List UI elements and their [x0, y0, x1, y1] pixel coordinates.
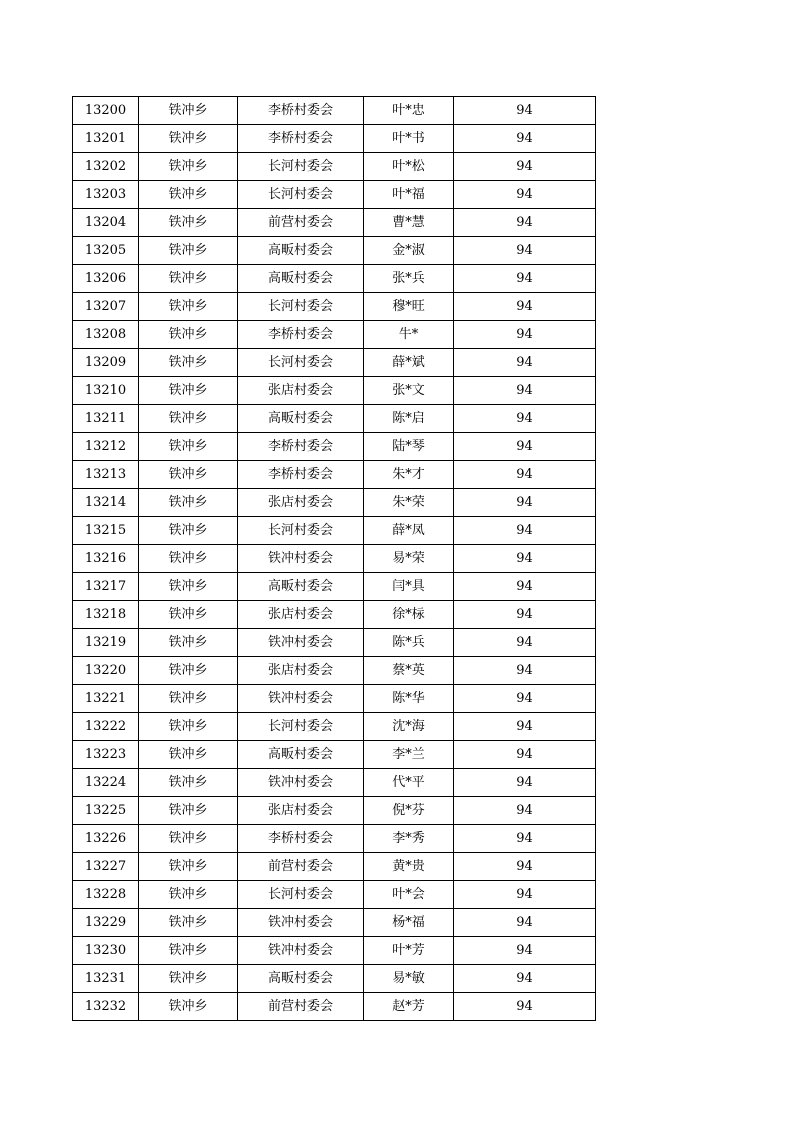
person-name-cell: 李*秀: [364, 825, 454, 853]
value-cell: 94: [454, 573, 596, 601]
village-cell: 铁冲村委会: [238, 769, 364, 797]
person-name-cell: 叶*书: [364, 125, 454, 153]
value-cell: 94: [454, 489, 596, 517]
row-id-cell: 13203: [73, 181, 139, 209]
value-cell: 94: [454, 881, 596, 909]
row-id-cell: 13211: [73, 405, 139, 433]
township-cell: 铁冲乡: [139, 97, 238, 125]
person-name-cell: 薛*斌: [364, 349, 454, 377]
township-cell: 铁冲乡: [139, 657, 238, 685]
value-cell: 94: [454, 321, 596, 349]
value-cell: 94: [454, 713, 596, 741]
village-cell: 高畈村委会: [238, 405, 364, 433]
value-cell: 94: [454, 993, 596, 1021]
person-name-cell: 叶*松: [364, 153, 454, 181]
row-id-cell: 13222: [73, 713, 139, 741]
value-cell: 94: [454, 685, 596, 713]
table-row: [73, 517, 596, 545]
person-name-cell: 易*敏: [364, 965, 454, 993]
village-cell: 前营村委会: [238, 993, 364, 1021]
township-cell: 铁冲乡: [139, 181, 238, 209]
person-name-cell: 张*文: [364, 377, 454, 405]
village-cell: 前营村委会: [238, 209, 364, 237]
table-row: [73, 153, 596, 181]
value-cell: 94: [454, 545, 596, 573]
value-cell: 94: [454, 153, 596, 181]
value-cell: 94: [454, 293, 596, 321]
row-id-cell: 13227: [73, 853, 139, 881]
township-cell: 铁冲乡: [139, 881, 238, 909]
data-table: [72, 96, 596, 1021]
table-row: [73, 685, 596, 713]
table-row: [73, 993, 596, 1021]
table-row: [73, 601, 596, 629]
row-id-cell: 13200: [73, 97, 139, 125]
person-name-cell: 闫*具: [364, 573, 454, 601]
person-name-cell: 徐*柡: [364, 601, 454, 629]
value-cell: 94: [454, 377, 596, 405]
table-row: [73, 853, 596, 881]
row-id-cell: 13206: [73, 265, 139, 293]
township-cell: 铁冲乡: [139, 517, 238, 545]
row-id-cell: 13213: [73, 461, 139, 489]
person-name-cell: 黄*贵: [364, 853, 454, 881]
value-cell: 94: [454, 237, 596, 265]
row-id-cell: 13221: [73, 685, 139, 713]
village-cell: 长河村委会: [238, 517, 364, 545]
village-cell: 张店村委会: [238, 601, 364, 629]
row-id-cell: 13204: [73, 209, 139, 237]
table-row: [73, 321, 596, 349]
village-cell: 高畈村委会: [238, 265, 364, 293]
table-row: [73, 545, 596, 573]
person-name-cell: 蔡*英: [364, 657, 454, 685]
value-cell: 94: [454, 405, 596, 433]
row-id-cell: 13216: [73, 545, 139, 573]
value-cell: 94: [454, 125, 596, 153]
table-row: [73, 405, 596, 433]
village-cell: 李桥村委会: [238, 97, 364, 125]
person-name-cell: 代*平: [364, 769, 454, 797]
value-cell: 94: [454, 461, 596, 489]
township-cell: 铁冲乡: [139, 321, 238, 349]
township-cell: 铁冲乡: [139, 713, 238, 741]
township-cell: 铁冲乡: [139, 125, 238, 153]
person-name-cell: 叶*会: [364, 881, 454, 909]
row-id-cell: 13207: [73, 293, 139, 321]
table-row: [73, 181, 596, 209]
township-cell: 铁冲乡: [139, 461, 238, 489]
value-cell: 94: [454, 825, 596, 853]
township-cell: 铁冲乡: [139, 993, 238, 1021]
village-cell: 长河村委会: [238, 713, 364, 741]
village-cell: 长河村委会: [238, 181, 364, 209]
township-cell: 铁冲乡: [139, 545, 238, 573]
village-cell: 铁冲村委会: [238, 629, 364, 657]
row-id-cell: 13224: [73, 769, 139, 797]
township-cell: 铁冲乡: [139, 797, 238, 825]
row-id-cell: 13215: [73, 517, 139, 545]
township-cell: 铁冲乡: [139, 349, 238, 377]
row-id-cell: 13209: [73, 349, 139, 377]
row-id-cell: 13229: [73, 909, 139, 937]
value-cell: 94: [454, 657, 596, 685]
person-name-cell: 叶*忠: [364, 97, 454, 125]
township-cell: 铁冲乡: [139, 265, 238, 293]
row-id-cell: 13210: [73, 377, 139, 405]
township-cell: 铁冲乡: [139, 433, 238, 461]
value-cell: 94: [454, 349, 596, 377]
table-row: [73, 489, 596, 517]
value-cell: 94: [454, 265, 596, 293]
village-cell: 高畈村委会: [238, 741, 364, 769]
value-cell: 94: [454, 741, 596, 769]
row-id-cell: 13202: [73, 153, 139, 181]
person-name-cell: 穆*旺: [364, 293, 454, 321]
value-cell: 94: [454, 909, 596, 937]
table-row: [73, 965, 596, 993]
township-cell: 铁冲乡: [139, 965, 238, 993]
village-cell: 铁冲村委会: [238, 909, 364, 937]
person-name-cell: 倪*芬: [364, 797, 454, 825]
table-row: [73, 769, 596, 797]
person-name-cell: 朱*荣: [364, 489, 454, 517]
village-cell: 铁冲村委会: [238, 685, 364, 713]
person-name-cell: 牛*: [364, 321, 454, 349]
village-cell: 长河村委会: [238, 153, 364, 181]
village-cell: 前营村委会: [238, 853, 364, 881]
row-id-cell: 13218: [73, 601, 139, 629]
township-cell: 铁冲乡: [139, 685, 238, 713]
village-cell: 高畈村委会: [238, 965, 364, 993]
township-cell: 铁冲乡: [139, 909, 238, 937]
table-row: [73, 293, 596, 321]
row-id-cell: 13219: [73, 629, 139, 657]
person-name-cell: 叶*芳: [364, 937, 454, 965]
person-name-cell: 张*兵: [364, 265, 454, 293]
person-name-cell: 金*淑: [364, 237, 454, 265]
township-cell: 铁冲乡: [139, 153, 238, 181]
row-id-cell: 13212: [73, 433, 139, 461]
person-name-cell: 陈*启: [364, 405, 454, 433]
village-cell: 李桥村委会: [238, 321, 364, 349]
row-id-cell: 13217: [73, 573, 139, 601]
person-name-cell: 李*兰: [364, 741, 454, 769]
village-cell: 李桥村委会: [238, 433, 364, 461]
township-cell: 铁冲乡: [139, 601, 238, 629]
row-id-cell: 13201: [73, 125, 139, 153]
township-cell: 铁冲乡: [139, 293, 238, 321]
person-name-cell: 易*荣: [364, 545, 454, 573]
township-cell: 铁冲乡: [139, 573, 238, 601]
table-row: [73, 433, 596, 461]
person-name-cell: 沈*海: [364, 713, 454, 741]
row-id-cell: 13226: [73, 825, 139, 853]
value-cell: 94: [454, 97, 596, 125]
row-id-cell: 13223: [73, 741, 139, 769]
village-cell: 高畈村委会: [238, 573, 364, 601]
table-row: [73, 125, 596, 153]
person-name-cell: 杨*福: [364, 909, 454, 937]
table-row: [73, 713, 596, 741]
value-cell: 94: [454, 601, 596, 629]
village-cell: 张店村委会: [238, 657, 364, 685]
person-name-cell: 叶*福: [364, 181, 454, 209]
value-cell: 94: [454, 965, 596, 993]
value-cell: 94: [454, 209, 596, 237]
table-row: [73, 741, 596, 769]
village-cell: 李桥村委会: [238, 825, 364, 853]
table-row: [73, 629, 596, 657]
person-name-cell: 陆*琴: [364, 433, 454, 461]
table-row: [73, 657, 596, 685]
value-cell: 94: [454, 797, 596, 825]
value-cell: 94: [454, 937, 596, 965]
table-row: [73, 377, 596, 405]
township-cell: 铁冲乡: [139, 237, 238, 265]
table-row: [73, 825, 596, 853]
row-id-cell: 13205: [73, 237, 139, 265]
village-cell: 铁冲村委会: [238, 937, 364, 965]
table-row: [73, 461, 596, 489]
row-id-cell: 13230: [73, 937, 139, 965]
person-name-cell: 赵*芳: [364, 993, 454, 1021]
value-cell: 94: [454, 517, 596, 545]
table-row: [73, 265, 596, 293]
table-row: [73, 797, 596, 825]
person-name-cell: 薛*凤: [364, 517, 454, 545]
village-cell: 张店村委会: [238, 797, 364, 825]
village-cell: 李桥村委会: [238, 125, 364, 153]
table-row: [73, 209, 596, 237]
value-cell: 94: [454, 629, 596, 657]
table-row: [73, 881, 596, 909]
person-name-cell: 朱*才: [364, 461, 454, 489]
row-id-cell: 13225: [73, 797, 139, 825]
table-row: [73, 909, 596, 937]
village-cell: 高畈村委会: [238, 237, 364, 265]
row-id-cell: 13220: [73, 657, 139, 685]
person-name-cell: 陈*华: [364, 685, 454, 713]
village-cell: 铁冲村委会: [238, 545, 364, 573]
table-row: [73, 349, 596, 377]
township-cell: 铁冲乡: [139, 377, 238, 405]
table-body: [73, 97, 596, 1021]
row-id-cell: 13228: [73, 881, 139, 909]
table-row: [73, 573, 596, 601]
township-cell: 铁冲乡: [139, 489, 238, 517]
township-cell: 铁冲乡: [139, 741, 238, 769]
township-cell: 铁冲乡: [139, 769, 238, 797]
value-cell: 94: [454, 433, 596, 461]
township-cell: 铁冲乡: [139, 937, 238, 965]
village-cell: 长河村委会: [238, 881, 364, 909]
person-name-cell: 陈*兵: [364, 629, 454, 657]
township-cell: 铁冲乡: [139, 853, 238, 881]
row-id-cell: 13208: [73, 321, 139, 349]
table-row: [73, 97, 596, 125]
village-cell: 长河村委会: [238, 293, 364, 321]
value-cell: 94: [454, 853, 596, 881]
township-cell: 铁冲乡: [139, 825, 238, 853]
township-cell: 铁冲乡: [139, 405, 238, 433]
row-id-cell: 13231: [73, 965, 139, 993]
person-name-cell: 曹*慧: [364, 209, 454, 237]
village-cell: 长河村委会: [238, 349, 364, 377]
table-row: [73, 237, 596, 265]
village-cell: 张店村委会: [238, 489, 364, 517]
township-cell: 铁冲乡: [139, 209, 238, 237]
row-id-cell: 13214: [73, 489, 139, 517]
village-cell: 张店村委会: [238, 377, 364, 405]
township-cell: 铁冲乡: [139, 629, 238, 657]
table-row: [73, 937, 596, 965]
village-cell: 李桥村委会: [238, 461, 364, 489]
row-id-cell: 13232: [73, 993, 139, 1021]
value-cell: 94: [454, 181, 596, 209]
value-cell: 94: [454, 769, 596, 797]
